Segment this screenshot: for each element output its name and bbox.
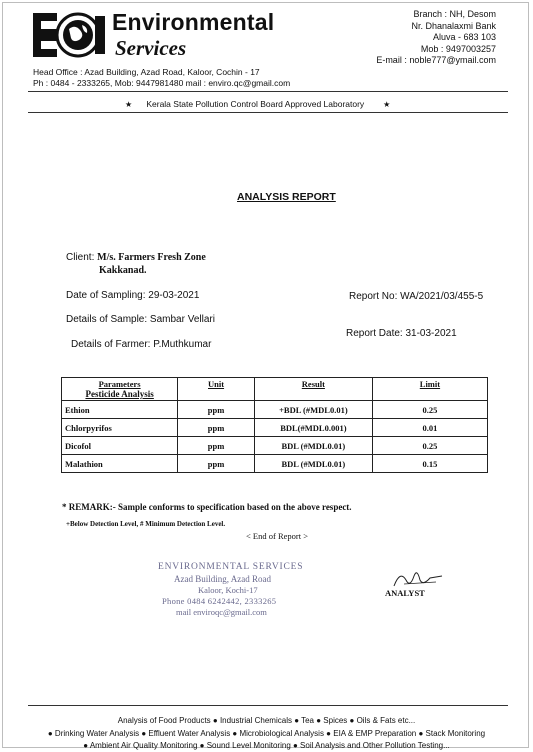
date-of-sampling: Date of Sampling: 29-03-2021 xyxy=(66,290,200,301)
report-date: Report Date: 31-03-2021 xyxy=(346,328,457,339)
footer-line: ● Drinking Water Analysis ● Effluent Water Analysis ● Microbiological Analysis ● EIA & EMP Preparation ● Stack Monitoring xyxy=(47,729,486,738)
cell-result: BDL(#MDL0.001) xyxy=(254,419,372,437)
table-row xyxy=(62,419,488,437)
footer-line: ● Ambient Air Quality Monitoring ● Sound Level Monitoring ● Soil Analysis and Other Pollution Testing... xyxy=(83,741,450,750)
company-name-line2: Services xyxy=(115,36,187,60)
head-office-address: Head Office : Azad Building, Azad Road, Kaloor, Cochin - 17 xyxy=(33,67,260,77)
cell-result: BDL (#MDL0.01) xyxy=(254,455,372,473)
company-name-line1: Environmental xyxy=(112,9,275,35)
cell-parameter: Ethion xyxy=(62,401,178,419)
branch-line: Mob : 9497003257 xyxy=(420,43,496,54)
footer-line: Analysis of Food Products ● Industrial Chemicals ● Tea ● Spices ● Oils & Fats etc... xyxy=(117,716,416,725)
branch-line: Aluva - 683 103 xyxy=(432,32,496,42)
cell-limit: 0.25 xyxy=(372,401,487,419)
cell-unit: ppm xyxy=(178,455,255,473)
approval-line xyxy=(125,99,390,109)
page-border xyxy=(2,2,529,748)
client-place: Kakkanad. xyxy=(99,265,147,276)
divider xyxy=(28,112,508,113)
cell-unit: ppm xyxy=(178,401,255,419)
divider xyxy=(28,91,508,92)
branch-email: E-mail : noble777@ymail.com xyxy=(376,55,496,65)
client-name: M/s. Farmers Fresh Zone xyxy=(97,252,206,263)
section-title: Pesticide Analysis xyxy=(85,389,154,399)
divider xyxy=(28,705,508,706)
company-logo xyxy=(33,12,105,58)
stamp-line: mail enviroqc@gmail.com xyxy=(176,607,267,617)
approval-text: Kerala State Pollution Control Board Approved Laboratory xyxy=(146,99,365,109)
cell-unit: ppm xyxy=(178,419,255,437)
cell-limit: 0.15 xyxy=(372,455,487,473)
cell-result: +BDL (#MDL0.01) xyxy=(254,401,372,419)
header-unit: Unit xyxy=(178,378,255,401)
header-parameters xyxy=(62,378,178,401)
cell-limit: 0.01 xyxy=(372,419,487,437)
header-result: Result xyxy=(254,378,372,401)
table-row xyxy=(62,401,488,419)
footnote: +Below Detection Level, # Minimum Detection Level. xyxy=(66,520,226,528)
cell-parameter: Dicofol xyxy=(62,437,178,455)
branch-line: Branch : NH, Desom xyxy=(413,9,496,19)
cell-result: BDL (#MDL0.01) xyxy=(254,437,372,455)
client-block xyxy=(66,252,206,263)
table-header-row xyxy=(62,378,488,401)
remark: * REMARK:- Sample conforms to specification based on the above respect. xyxy=(62,502,352,512)
table-row xyxy=(62,437,488,455)
cell-limit: 0.25 xyxy=(372,437,487,455)
report-number: Report No: WA/2021/03/455-5 xyxy=(349,291,484,302)
sample-details: Details of Sample: Sambar Vellari xyxy=(66,314,215,325)
stamp-line: ENVIRONMENTAL SERVICES xyxy=(158,562,304,572)
head-office-block xyxy=(33,67,290,89)
branch-line: Nr. Dhanalaxmi Bank xyxy=(411,20,496,31)
report-title: ANALYSIS REPORT xyxy=(237,191,336,203)
stamp-line: Azad Building, Azad Road xyxy=(174,574,271,584)
cell-parameter: Chlorpyrifos xyxy=(62,419,178,437)
client-label: Client: xyxy=(66,252,98,263)
end-of-report: < End of Report > xyxy=(246,531,308,541)
stamp-line: Kaloor, Kochi-17 xyxy=(198,585,258,595)
star-icon: ★ xyxy=(125,100,133,109)
table-row xyxy=(62,455,488,473)
stamp-line: Phone 0484 6242442, 2333265 xyxy=(162,596,277,606)
header-limit: Limit xyxy=(372,378,487,401)
analyst-label: ANALYST xyxy=(385,588,425,598)
cell-parameter: Malathion xyxy=(62,455,178,473)
results-table xyxy=(61,377,488,473)
cell-unit: ppm xyxy=(178,437,255,455)
branch-address xyxy=(376,9,496,67)
head-office-phone: Ph : 0484 - 2333265, Mob: 9447981480 mail : enviro.qc@gmail.com xyxy=(33,78,291,88)
header-parameters-label: Parameters xyxy=(98,379,141,389)
farmer-details: Details of Farmer: P.Muthkumar xyxy=(71,339,212,350)
star-icon: ★ xyxy=(383,100,391,109)
